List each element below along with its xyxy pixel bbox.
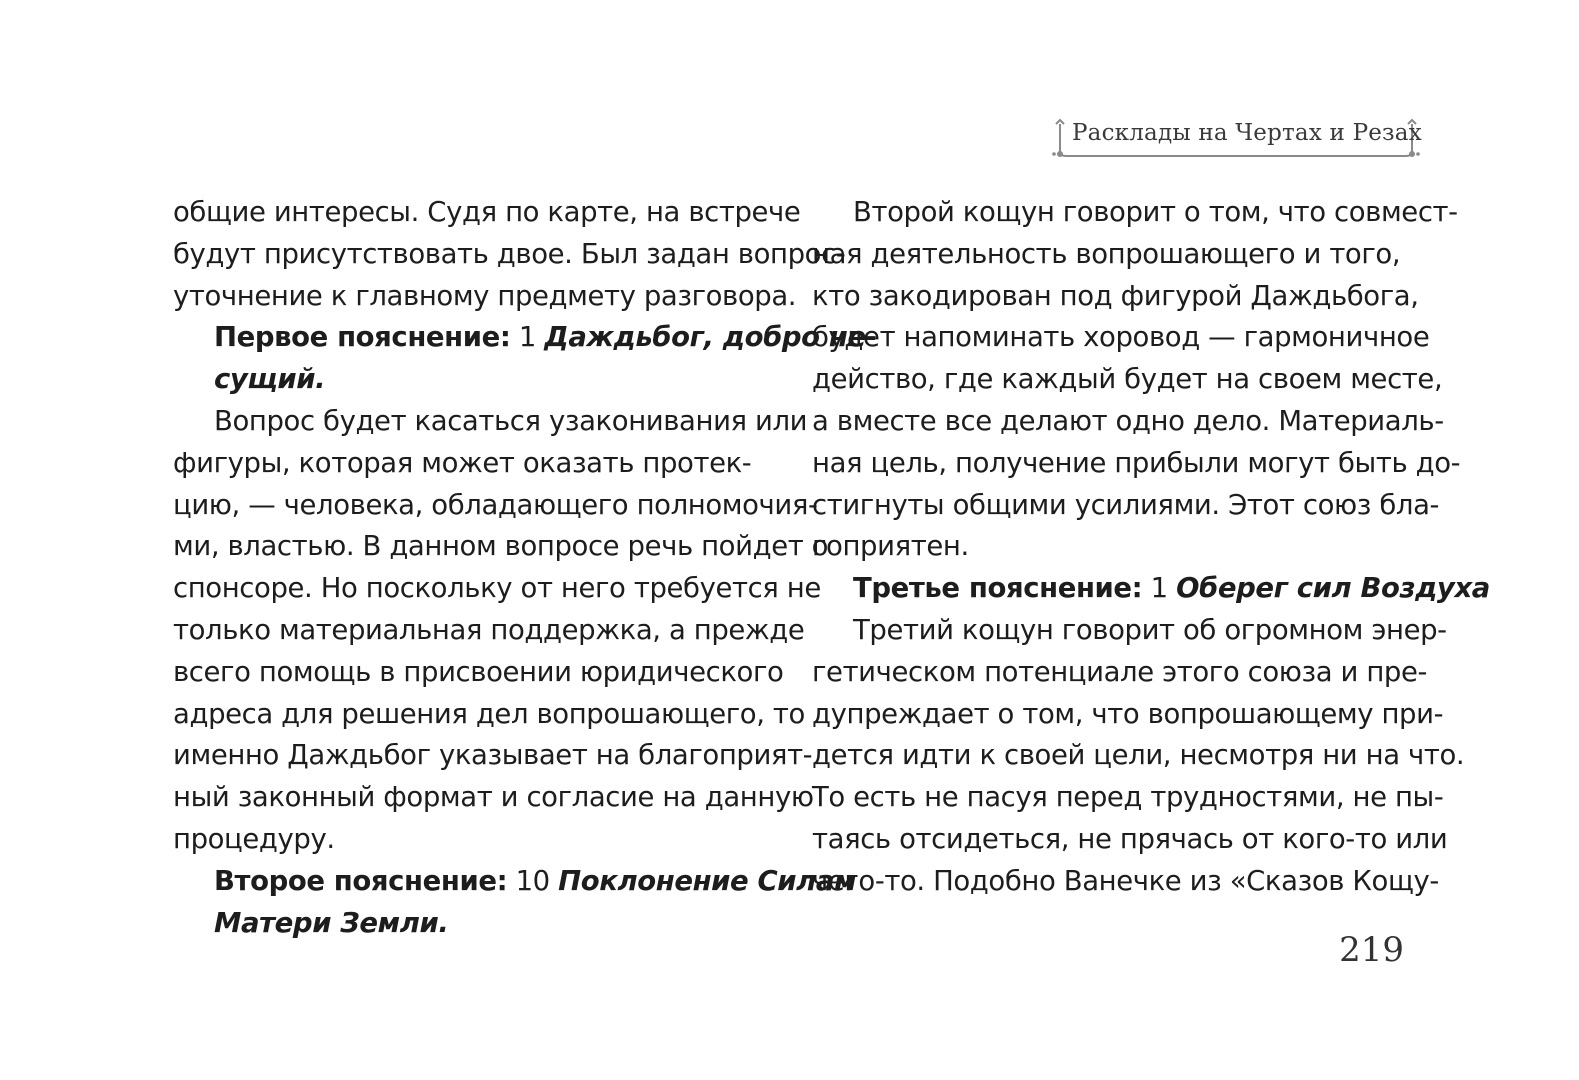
explanation-title: Даждьбог, добро не- [544,321,877,354]
text-line: всего помощь в присвоении юридического [173,655,784,688]
explanation-number: 1 [1150,572,1168,605]
text-line: дется идти к своей цели, несмотря ни на что. [812,739,1465,772]
text-line: ная деятельность вопрошающего и того, [812,237,1401,270]
explanation-heading [812,568,1490,610]
explanation-title-continued: Матери Земли. [214,906,449,939]
text-line: гоприятен. [812,530,969,563]
text-line: именно Даждьбог указывает на благоприят- [173,739,813,772]
text-line: чего-то. Подобно Ванечке из «Сказов Кощу- [812,864,1439,897]
explanation-label: Второе пояснение: [214,864,508,897]
text-line: будет напоминать хоровод — гармоничное [812,321,1430,354]
text-line: будут присутствовать двое. Был задан вопрос- [173,237,846,270]
running-header [1050,110,1422,162]
header-title: Расклады на Чертах и Резах [1072,120,1422,146]
text-line: Вопрос будет касаться узаконивания или [214,404,808,437]
text-line: кто закодирован под фигурой Даждьбога, [812,279,1419,312]
text-line: То есть не пасуя перед трудностями, не пы- [812,781,1444,814]
right-column [812,192,1490,903]
explanation-heading [173,861,857,903]
explanation-heading [173,317,877,359]
text-line: ный законный формат и согласие на данную [173,781,814,814]
explanation-heading-continued [173,903,765,945]
explanation-heading-continued [173,359,765,401]
page-number: 219 [1339,930,1404,970]
explanation-title-continued: сущий. [214,363,326,396]
text-line: а вместе все делают одно дело. Материаль- [812,404,1444,437]
explanation-number: 1 [518,321,536,354]
text-line: Второй кощун говорит о том, что совмест- [853,196,1458,228]
text-line: действо, где каждый будет на своем месте, [812,363,1443,396]
text-line: спонсоре. Но поскольку от него требуется не [173,572,821,605]
text-line: дупреждает о том, что вопрошающему при- [812,697,1444,730]
text-line: процедуру. [173,822,335,855]
explanation-label: Третье пояснение: [853,572,1143,605]
text-line: стигнуты общими усилиями. Этот союз бла- [812,488,1440,521]
text-line: таясь отсидеться, не прячась от кого-то или [812,822,1448,855]
text-line: только материальная поддержка, а прежде [173,613,805,646]
explanation-number: 10 [515,864,550,897]
explanation-title: Поклонение Силам [558,864,857,897]
text-line: ная цель, получение прибыли могут быть до- [812,446,1461,479]
text-line: гетическом потенциале этого союза и пре- [812,655,1428,688]
left-column [173,192,877,944]
text-line: фигуры, которая может оказать протек- [173,446,752,479]
text-line: ми, властью. В данном вопросе речь пойдет о [173,530,829,563]
text-line: Третий кощун говорит об огромном энер- [853,613,1447,646]
text-line: цию, — человека, обладающего полномочия- [173,488,818,521]
text-line: адреса для решения дел вопрошающего, то [173,697,805,730]
explanation-label: Первое пояснение: [214,321,511,354]
explanation-title: Оберег сил Воздуха [1176,572,1490,605]
text-line: общие интересы. Судя по карте, на встрече [173,196,801,228]
text-line: уточнение к главному предмету разговора. [173,279,797,312]
